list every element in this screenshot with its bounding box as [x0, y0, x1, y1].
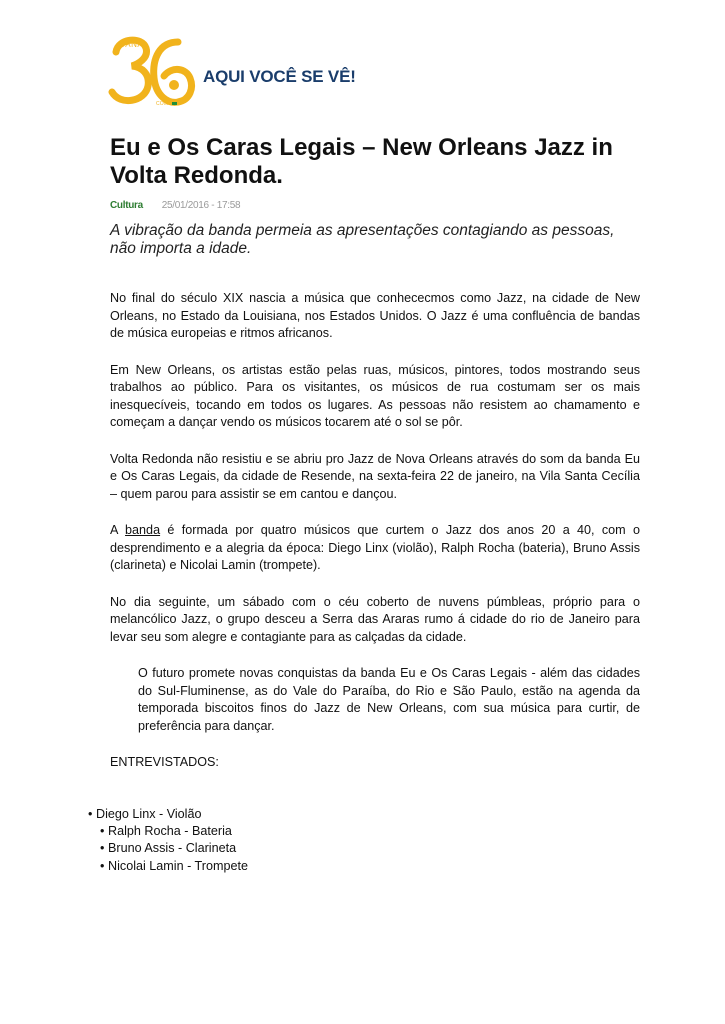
paragraph: No final do século XIX nascia a música que conhececmos como Jazz, na cidade de New Orleans, no Estado da Louisiana, nos Estados Unidos. O Jazz é uma confluência de bandas de música europeias e ritmos africanos. — [110, 291, 640, 340]
article-title: Eu e Os Caras Legais – New Orleans Jazz in Volta Redonda. — [110, 134, 613, 189]
article-body — [110, 290, 640, 800]
list-item: • Diego Linx - Violão — [88, 806, 248, 823]
band-paragraph — [110, 522, 640, 575]
paragraph: No dia seguinte, um sábado com o céu coberto de nuvens púmbleas, próprio para o melancólico Jazz, o grupo desceu a Serra das Araras rumo á cidade do rio de Janeiro para levar seu som alegre e contagiante para as calçadas da cidade. — [110, 594, 640, 644]
paragraph: Volta Redonda não resistiu e se abriu pro Jazz de Nova Orleans através do som da banda Eu e Os Caras Legais, da cidade de Resende, na sexta-feira 22 de janeiro, na Vila Santa Cecília – quem parou para assistir se em cantou e dançou. — [110, 451, 640, 501]
logo-slogan: AQUI VOCÊ SE VÊ! — [203, 67, 356, 86]
list-item: • Ralph Rocha - Bateria — [100, 823, 248, 840]
list-item: • Bruno Assis - Clarineta — [100, 840, 248, 857]
blockquote: O futuro promete novas conquistas da banda Eu e Os Caras Legais - além das cidades do Sul-Fluminense, as do Vale do Paraíba, do Rio e São Paulo, estão na agenda da temporada biscoitos finos do Jazz de New Orleans, com sua música para curtir, de preferência para dançar. — [138, 666, 640, 733]
band-paragraph-suffix: é formada por quatro músicos que curtem o Jazz dos anos 20 a 40, com o desprendimento e a alegria da época: Diego Linx (violão), Ralph Rocha (bateria), Bruno Assis (clarineta) e Nicolai Lamin (trompete). — [110, 523, 640, 572]
brazil-flag-icon — [172, 102, 177, 105]
list-item: • Nicolai Lamin - Trompete — [100, 858, 248, 875]
article-subtitle: A vibração da banda permeia as apresentações contagiando as pessoas, não importa a idade. — [110, 222, 615, 257]
interviewees-list — [88, 806, 248, 875]
interviewees-heading: ENTREVISTADOS: — [110, 755, 219, 769]
band-link[interactable]: banda — [125, 523, 161, 537]
site-logo[interactable] — [108, 30, 358, 120]
logo-canal-text: CANAL — [119, 40, 149, 49]
publish-date: 25/01/2016 - 17:58 — [161, 200, 241, 211]
paragraph: Em New Orleans, os artistas estão pelas ruas, músicos, pintores, todos mostrando seus trabalhos ao público. Para os visitantes, os músicos de rua costumam ser os mais inesquecíveis, tocando em todos os lugares. As pessoas não resistem ao chamamento e começam a dançar vendo os músicos tocarem até o sol se pôr. — [110, 362, 640, 429]
logo-com-text: COM. — [156, 101, 170, 107]
band-paragraph-prefix: A — [110, 523, 126, 537]
category-link[interactable]: Cultura — [110, 200, 143, 211]
article-meta — [110, 200, 240, 211]
